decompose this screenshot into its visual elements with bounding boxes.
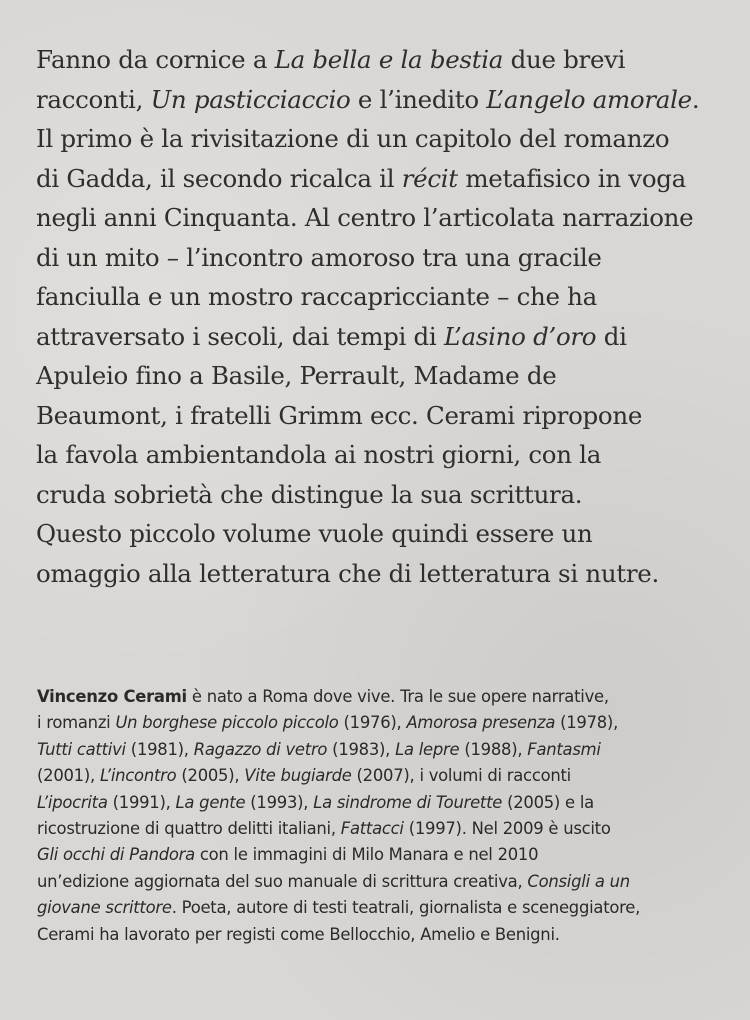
title-text: La gente [175,792,246,812]
text-line [36,554,726,594]
text-segment: (1993), [245,792,314,812]
text-segment: la favola ambientandola ai nostri giorni, con la [36,440,602,469]
title-text: La lepre [395,739,460,759]
text-segment: metafisico in voga [457,163,686,193]
text-line [36,238,726,278]
text-line [36,159,726,199]
text-line [36,40,726,80]
text-segment: (2007), i volumi di racconti [351,766,571,786]
blurb-paragraph [36,40,726,593]
text-line [37,710,727,736]
title-text: Gli occhi di Pandora [37,845,195,865]
text-segment: Questo piccolo volume vuole quindi essere un [36,519,593,548]
text-line [36,356,726,396]
text-line [36,396,726,436]
text-segment: di un mito – l’incontro amoroso tra una gracile [36,242,602,272]
text-line [36,317,726,357]
text-segment: (2005) e la [502,792,594,812]
text-line [36,277,726,317]
text-line [37,922,727,948]
text-segment: fanciulla e un mostro raccapricciante – che ha [36,282,597,311]
title-text: L’asino d’oro [443,321,597,351]
title-text: Tutti cattivi [37,739,126,759]
text-line [36,198,726,238]
text-segment: omaggio alla letteratura che di letteratura si nutre. [36,558,659,588]
text-segment: (1997). Nel 2009 è uscito [403,819,611,839]
text-segment: . [691,84,700,114]
text-segment: racconti, [36,84,151,114]
author-bio-paragraph [37,684,727,948]
title-text: giovane scrittore [37,898,172,918]
text-segment: ricostruzione di quattro delitti italiani, [37,819,341,839]
text-segment: un’edizione aggiornata del suo manuale di scrittura creativa, [37,871,528,891]
text-line [37,842,727,868]
text-segment: (1976), [338,713,407,733]
title-text: récit [401,163,458,193]
title-text: L’angelo amorale [486,84,692,114]
title-text: Ragazzo di vetro [193,739,328,759]
text-segment: cruda sobrietà che distingue la sua scrittura. [36,479,583,509]
text-line [36,475,726,515]
text-segment: Apuleio fino a Basile, Perrault, Madame de [36,361,557,390]
text-segment: (1988), [459,739,528,759]
text-segment: (2005), [176,766,245,786]
text-line [36,514,726,554]
text-segment: (1991), [107,792,176,812]
text-segment: di Gadda, il secondo ricalca il [36,163,402,193]
text-segment: (1978), [555,713,619,733]
text-segment: attraversato i secoli, dai tempi di [36,321,444,351]
title-text: La sindrome di Tourette [313,792,503,812]
text-segment: di [596,321,627,351]
text-segment: due brevi [503,45,626,74]
title-text: L’incontro [99,766,177,786]
text-segment: Il primo è la rivisitazione di un capitolo del romanzo [36,124,670,153]
text-line [37,895,727,921]
text-line [37,737,727,763]
text-line [37,869,727,895]
text-segment: i romanzi [37,713,116,733]
text-segment: con le immagini di Milo Manara e nel 2010 [194,845,539,865]
title-text: La bella e la bestia [274,45,504,74]
text-line [36,80,726,120]
title-text: Amorosa presenza [406,713,556,733]
text-segment: (1981), [125,739,194,759]
text-line [37,816,727,842]
title-text: L’ipocrita [37,792,108,812]
title-text: Consigli a un [527,871,630,891]
text-segment: Cerami ha lavorato per registi come Bellocchio, Amelio e Benigni. [37,924,560,944]
text-segment: e l’inedito [350,84,487,114]
text-segment: (2001), [37,766,100,786]
author-name: Vincenzo Cerami [37,687,187,706]
text-line [36,119,726,159]
text-line [37,684,727,710]
text-segment: . Poeta, autore di testi teatrali, giornalista e sceneggiatore, [171,898,641,918]
text-line [37,763,727,789]
text-segment: è nato a Roma dove vive. Tra le sue opere narrative, [186,687,609,706]
title-text: Fattacci [340,819,404,839]
text-segment: (1983), [327,739,396,759]
title-text: Un borghese piccolo piccolo [115,713,339,733]
text-line [36,435,726,475]
text-segment: negli anni Cinquanta. Al centro l’articolata narrazione [36,203,694,232]
title-text: Un pasticciaccio [150,84,351,114]
title-text: Fantasmi [527,739,601,759]
title-text: Vite bugiarde [244,766,352,786]
text-segment: Fanno da cornice a [36,45,275,74]
text-line [37,790,727,816]
text-segment: Beaumont, i fratelli Grimm ecc. Cerami ripropone [36,400,643,430]
